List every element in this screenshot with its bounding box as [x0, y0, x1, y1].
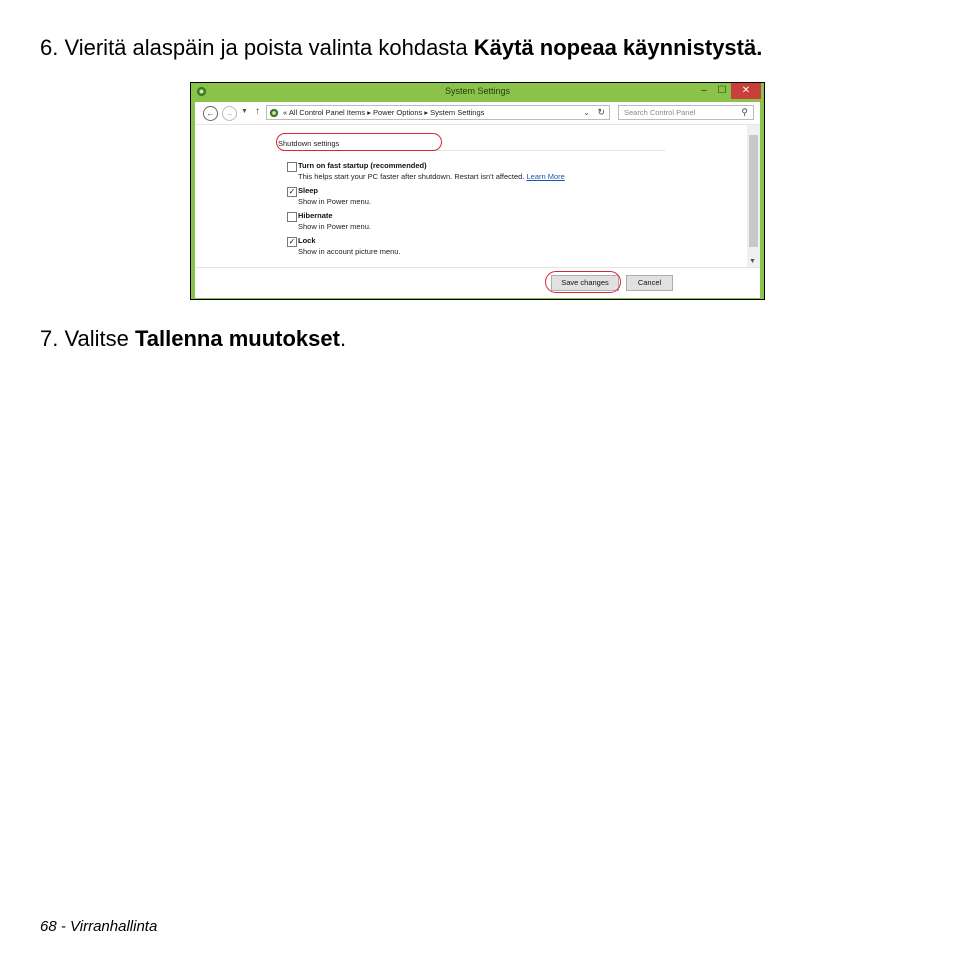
minimize-button[interactable]: – [701, 85, 707, 96]
maximize-button[interactable]: ☐ [717, 85, 727, 96]
lock-description: Show in account picture menu. [298, 247, 401, 256]
highlight-ellipse-save [545, 271, 621, 293]
breadcrumb[interactable]: « All Control Panel Items ▸ Power Options ▸ System Settings [283, 108, 485, 117]
button-bar [195, 267, 760, 298]
address-bar-row [195, 102, 760, 125]
fast-startup-description: This helps start your PC faster after shutdown. Restart isn't affected. Learn More [298, 172, 565, 181]
cancel-button[interactable]: Cancel [626, 275, 673, 291]
control-panel-icon [269, 108, 279, 118]
lock-label[interactable]: Lock [298, 236, 316, 245]
up-arrow-icon[interactable]: ↑ [255, 106, 260, 117]
step-7-text: 7. Valitse [40, 326, 135, 351]
page-footer: 68 - Virranhallinta [40, 918, 158, 935]
fast-startup-checkbox[interactable] [287, 162, 297, 172]
sleep-checkbox[interactable]: ✓ [288, 187, 296, 196]
recent-locations-icon[interactable]: ▼ [241, 108, 248, 115]
sleep-label[interactable]: Sleep [298, 186, 319, 195]
step-7-suffix: . [339, 326, 347, 351]
chevron-down-icon[interactable]: ⌄ [583, 108, 590, 117]
system-settings-window [190, 82, 765, 300]
scroll-down-icon[interactable]: ▼ [749, 258, 756, 265]
hibernate-label[interactable]: Hibernate [298, 211, 333, 220]
settings-content [195, 125, 747, 267]
refresh-icon[interactable]: ↻ [597, 107, 605, 117]
step-7-instruction [40, 326, 346, 352]
search-input[interactable] [618, 105, 754, 120]
fast-startup-label[interactable]: Turn on fast startup (recommended) [298, 161, 427, 170]
step-7-bold: Tallenna muutokset [134, 326, 340, 351]
scrollbar-thumb[interactable] [749, 135, 758, 247]
highlight-ellipse-fast-startup [276, 133, 442, 151]
hibernate-checkbox[interactable] [287, 212, 297, 222]
lock-checkbox[interactable]: ✓ [288, 237, 296, 246]
vertical-scrollbar[interactable] [747, 125, 760, 267]
back-arrow-icon[interactable]: ← [203, 106, 218, 121]
hibernate-description: Show in Power menu. [298, 222, 371, 231]
title-bar[interactable] [191, 83, 764, 101]
step-6-bold: Käytä nopeaa käynnistystä. [473, 35, 763, 60]
search-placeholder: Search Control Panel [624, 108, 696, 117]
forward-arrow-icon[interactable]: → [222, 106, 237, 121]
window-title: System Settings [444, 86, 511, 96]
step-6-instruction [40, 35, 762, 61]
learn-more-link[interactable]: Learn More [526, 172, 565, 181]
search-icon[interactable]: ⚲ [741, 107, 748, 117]
section-title: Shutdown settings [278, 139, 340, 148]
sleep-description: Show in Power menu. [298, 197, 371, 206]
close-button[interactable]: ✕ [731, 83, 761, 99]
save-changes-button[interactable]: Save changes [551, 275, 619, 291]
window-body [195, 102, 760, 297]
step-6-text: 6. Vieritä alaspäin ja poista valinta kohdasta [40, 35, 474, 60]
address-field[interactable] [266, 105, 610, 120]
